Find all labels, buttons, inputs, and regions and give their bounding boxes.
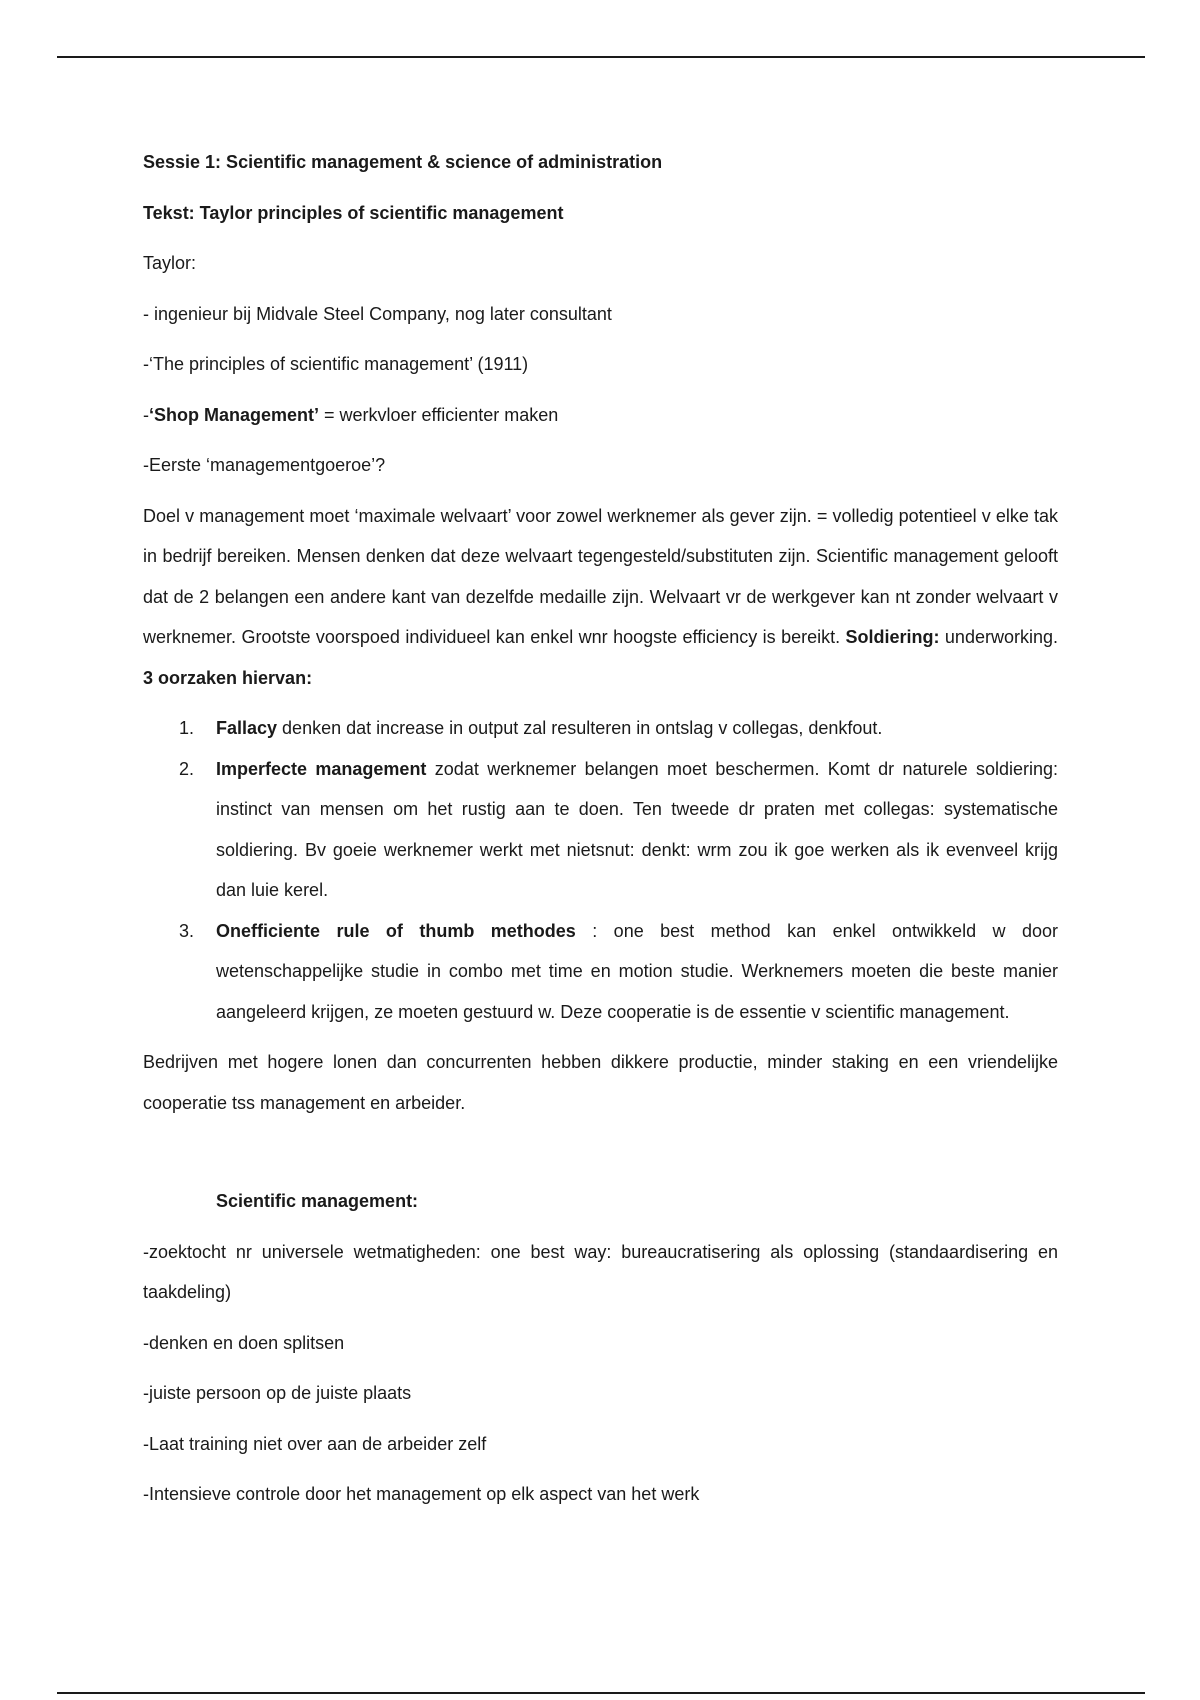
text-title: Tekst: Taylor principles of scientific management	[143, 202, 564, 223]
scientific-management-heading: Scientific management:	[216, 1191, 419, 1211]
goal-paragraph	[143, 496, 1058, 699]
session-title: Sessie 1: Scientific management & science of administration	[143, 152, 663, 172]
cause-term: Onefficiente rule of thumb methodes	[216, 920, 576, 941]
taylor-line-4: -Eerste ‘managementgoeroe’?	[143, 455, 386, 475]
list-number: 1.	[179, 718, 195, 738]
sm-item-4: -Laat training niet over aan de arbeider zelf	[143, 1433, 487, 1454]
sm-item-3: -juiste persoon op de juiste plaats	[143, 1383, 412, 1403]
taylor-line-2: -‘The principles of scientific management’ (1911)	[143, 354, 529, 374]
soldiering-term: Soldiering:	[845, 627, 940, 647]
cause-term: Imperfecte management	[216, 758, 427, 779]
soldiering-definition: underworking.	[939, 627, 1058, 647]
cause-text: denken dat increase in output zal resulteren in ontslag v collegas, denkfout.	[277, 718, 883, 738]
list-number: 2.	[179, 758, 195, 779]
taylor-line-3-rest: = werkvloer efficienter maken	[319, 404, 559, 425]
list-number: 3.	[179, 920, 195, 941]
taylor-label: Taylor:	[143, 253, 197, 273]
top-rule	[57, 56, 1145, 58]
causes-list	[143, 708, 1058, 1032]
causes-intro: 3 oorzaken hiervan:	[143, 667, 313, 688]
taylor-line-3	[143, 395, 1058, 436]
document-body	[143, 142, 1058, 1525]
bottom-rule	[57, 1692, 1145, 1694]
sm-item-5: -Intensieve controle door het management op elk aspect van het werk	[143, 1484, 700, 1504]
shop-management-term: ‘Shop Management’	[149, 404, 320, 425]
section-spacer	[143, 1133, 1058, 1181]
wages-paragraph: Bedrijven met hogere lonen dan concurrenten hebben dikkere productie, minder staking en een vriendelijke cooperatie tss management en arbeider.	[143, 1052, 1058, 1113]
cause-term: Fallacy	[216, 718, 278, 738]
sm-item-2: -denken en doen splitsen	[143, 1332, 345, 1353]
taylor-line-3-prefix: -	[143, 404, 149, 425]
list-item	[143, 749, 1058, 911]
cause-text: zodat werknemer belangen moet beschermen. Komt dr naturele soldiering: instinct van mensen om het rustig aan te doen. Ten tweede dr praten met collegas: systematische soldiering. Bv goeie werknemer werkt met nietsnut: denkt: wrm zou ik goe werken als ik evenveel krijg dan luie kerel.	[216, 758, 1058, 900]
taylor-line-1: - ingenieur bij Midvale Steel Company, nog later consultant	[143, 303, 612, 324]
cause-text: : one best method kan enkel ontwikkeld w door wetenschappelijke studie in combo met time en motion studie. Werknemers moeten die beste manier aangeleerd krijgen, ze moeten gestuurd w. Deze cooperatie is de essentie v scientific management.	[216, 920, 1058, 1022]
goal-paragraph-text: Doel v management moet ‘maximale welvaart’ voor zowel werknemer als gever zijn. = volledig potentieel v elke tak in bedrijf bereiken. Mensen denken dat deze welvaart tegengesteld/substituten zijn. Scientific management gelooft dat de 2 belangen een andere kant van dezelfde medaille zijn. Welvaart vr de werkgever kan nt zonder welvaart v werknemer. Grootste voorspoed individueel kan enkel wnr hoogste efficiency is bereikt.	[143, 505, 1058, 647]
list-item	[143, 708, 1058, 749]
sm-item-1: -zoektocht nr universele wetmatigheden: one best way: bureaucratisering als oplossing (standaardisering en taakdeling)	[143, 1241, 1058, 1302]
list-item	[143, 911, 1058, 1033]
